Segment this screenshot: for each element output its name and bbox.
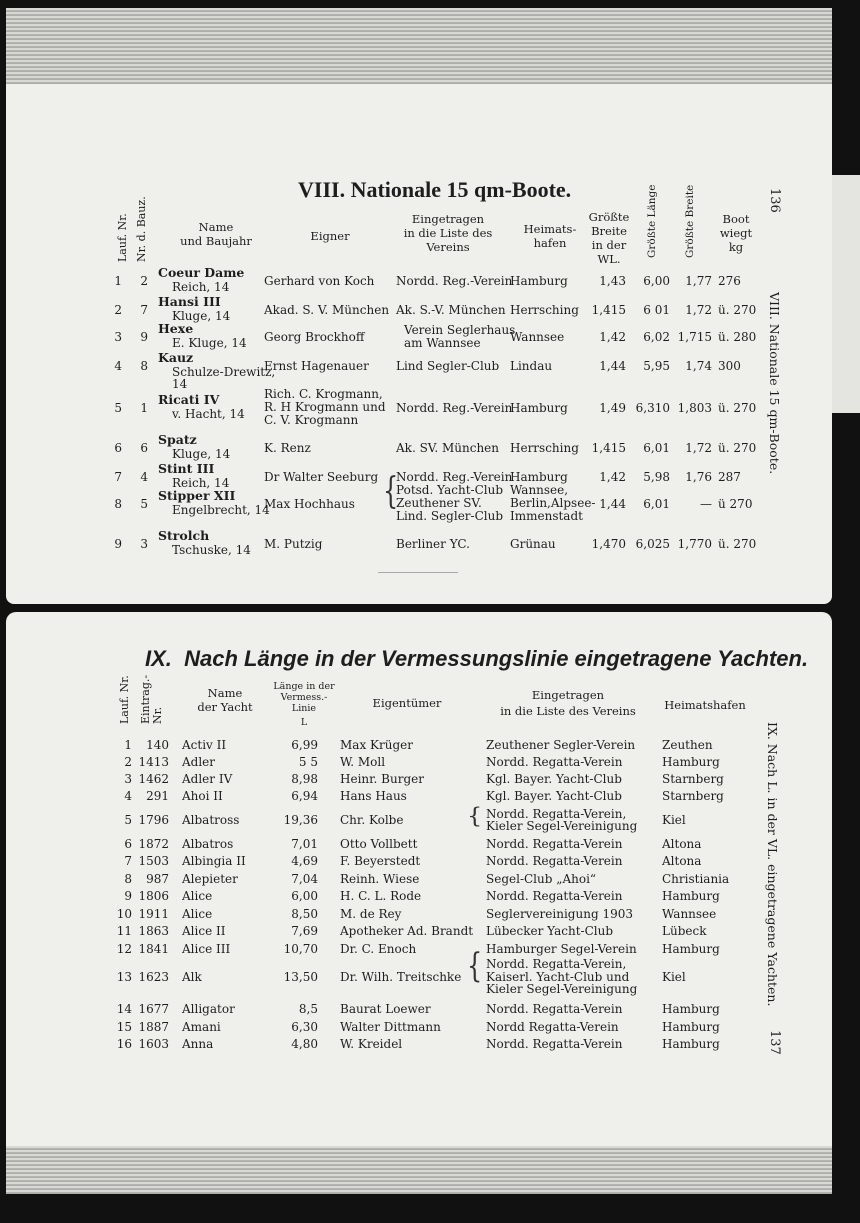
cell-laenge-l: 6,94 bbox=[291, 789, 318, 803]
cell-verein: Ak. S.-V. München bbox=[396, 303, 506, 317]
header-lauf-nr-ix: Lauf. Nr. bbox=[118, 675, 131, 724]
cell-lauf-nr: 10 bbox=[116, 907, 132, 921]
header-heimatshafen-ix: Heimatshafen bbox=[664, 698, 746, 712]
cell-breite: 1,715 bbox=[677, 330, 712, 344]
cell-yacht-name: Amani bbox=[182, 1020, 221, 1034]
cell-eigner: Ernst Hagenauer bbox=[264, 359, 369, 373]
yacht-builder: Tschuske, 14 bbox=[172, 543, 251, 557]
page-tab-marker bbox=[832, 175, 860, 413]
cell-heimatshafen: Wannsee bbox=[662, 907, 717, 921]
cell-heimatshafen: Hamburg bbox=[662, 755, 720, 769]
cell-laenge: 6,00 bbox=[643, 274, 670, 288]
section-title-ix: IX. Nach Länge in der Vermessungslinie eingetragene Yachten. bbox=[145, 646, 809, 671]
cell-breite-wl: 1,42 bbox=[599, 330, 626, 344]
cell-verein: Segel-Club „Ahoi“ bbox=[486, 872, 597, 886]
cell-laenge-l: 13,50 bbox=[283, 970, 318, 984]
cell-lauf-nr: 6 bbox=[124, 837, 132, 851]
cell-nr-bauz: 9 bbox=[140, 330, 148, 344]
book-page-edges-top bbox=[6, 8, 832, 84]
cell-laenge-l: 6,99 bbox=[291, 738, 318, 752]
cell-laenge-l: 4,80 bbox=[291, 1037, 318, 1051]
yacht-builder: Reich, 14 bbox=[172, 476, 230, 490]
cell-nr-bauz: 8 bbox=[140, 359, 148, 373]
cell-laenge-l: 7,69 bbox=[291, 924, 318, 938]
yacht-builder: Schulze-Drewitz, bbox=[172, 365, 276, 379]
cell-heimatshafen: Grünau bbox=[510, 537, 556, 551]
cell-yacht-name: Adler IV bbox=[182, 772, 233, 786]
cell-eigner: Akad. S. V. München bbox=[264, 303, 390, 317]
cell-verein: Nordd. Regatta-Verein bbox=[486, 1037, 623, 1051]
cell-eintrag-nr: 291 bbox=[146, 789, 169, 803]
cell-heimatshafen: Starnberg bbox=[662, 772, 724, 786]
cell-laenge: 6,01 bbox=[643, 497, 670, 511]
cell-eigentuemer: Walter Dittmann bbox=[340, 1020, 441, 1034]
header-yacht-name: Name der Yacht bbox=[197, 686, 253, 715]
cell-verein: Lübecker Yacht-Club bbox=[486, 924, 614, 938]
cell-verein: Nordd. Reg.-Verein bbox=[396, 401, 513, 415]
cell-eigner: Max Hochhaus bbox=[264, 497, 355, 511]
yacht-builder: Kluge, 14 bbox=[172, 309, 231, 323]
cell-heimatshafen: Altona bbox=[662, 837, 702, 851]
cell-lauf-nr: 8 bbox=[124, 872, 132, 886]
cell-verein: Zeuthener Segler-Verein bbox=[486, 738, 636, 752]
header-eintrag-nr: Eintrag.- Nr. bbox=[139, 674, 165, 724]
yacht-builder: Engelbrecht, 14 bbox=[172, 503, 270, 517]
cell-heimatshafen: Lindau bbox=[510, 359, 553, 373]
cell-lauf-nr: 1 bbox=[124, 738, 132, 752]
cell-lauf-nr: 4 bbox=[114, 359, 122, 373]
cell-laenge-l: 5 5 bbox=[298, 755, 318, 769]
cell-laenge-l: 7,01 bbox=[291, 837, 318, 851]
cell-eigentuemer: Heinr. Burger bbox=[340, 772, 424, 786]
cell-verein: Kgl. Bayer. Yacht-Club bbox=[486, 772, 622, 786]
cell-eigentuemer: Dr. Wilh. Treitschke bbox=[340, 970, 462, 984]
cell-breite: 1,77 bbox=[685, 274, 712, 288]
header-eigentuemer: Eigentümer bbox=[372, 696, 442, 710]
book-page-edges-bottom bbox=[6, 1146, 832, 1194]
cell-breite-wl: 1,43 bbox=[599, 274, 626, 288]
cell-yacht-name: Alice III bbox=[182, 942, 231, 956]
cell-verein: Nordd. Regatta-Verein, bbox=[486, 806, 627, 821]
cell-gewicht: 276 bbox=[718, 274, 741, 288]
brace: { bbox=[383, 470, 399, 512]
yacht-name: Hansi III bbox=[158, 294, 221, 309]
cell-gewicht: 287 bbox=[718, 470, 741, 484]
cell-lauf-nr: 2 bbox=[114, 303, 122, 317]
cell-eigentuemer: Chr. Kolbe bbox=[340, 813, 404, 827]
cell-eintrag-nr: 1796 bbox=[138, 813, 169, 827]
cell-lauf-nr: 3 bbox=[124, 772, 132, 786]
header-breite-wl: Größte Breite in der WL. bbox=[588, 210, 630, 267]
cell-yacht-name: Ahoi II bbox=[182, 789, 223, 803]
cell-eigner: Dr Walter Seeburg bbox=[264, 470, 379, 484]
header-eigner: Eigner bbox=[310, 229, 350, 243]
cell-breite-wl: 1,44 bbox=[599, 497, 626, 511]
cell-verein: Nordd. Regatta-Verein bbox=[486, 854, 623, 868]
cell-heimatshafen: Wannsee bbox=[510, 330, 565, 344]
yacht-builder-year: 14 bbox=[172, 377, 188, 391]
cell-lauf-nr: 14 bbox=[116, 1002, 132, 1016]
cell-breite: — bbox=[700, 497, 712, 511]
cell-verein: Verein Seglerhaus bbox=[404, 323, 516, 337]
cell-laenge-l: 6,30 bbox=[291, 1020, 318, 1034]
cell-gewicht: ü. 270 bbox=[718, 303, 757, 317]
cell-nr-bauz: 2 bbox=[140, 274, 148, 288]
brace: { bbox=[467, 802, 483, 829]
cell-yacht-name: Alice bbox=[182, 907, 213, 921]
cell-lauf-nr: 7 bbox=[114, 470, 122, 484]
cell-lauf-nr: 3 bbox=[114, 330, 122, 344]
divider-rule bbox=[378, 572, 458, 573]
cell-laenge: 6,310 bbox=[635, 401, 670, 415]
cell-heimatshafen: Hamburg bbox=[510, 274, 568, 288]
cell-verein: Nordd. Regatta-Verein bbox=[486, 889, 623, 903]
cell-eigentuemer: F. Beyerstedt bbox=[340, 854, 421, 868]
cell-eintrag-nr: 1806 bbox=[138, 889, 169, 903]
cell-eintrag-nr: 1911 bbox=[138, 907, 169, 921]
cell-yacht-name: Alepieter bbox=[182, 872, 238, 886]
cell-lauf-nr: 7 bbox=[124, 854, 132, 868]
cell-lauf-nr: 16 bbox=[116, 1037, 132, 1051]
cell-eigner: Gerhard von Koch bbox=[264, 274, 375, 288]
cell-breite: 1,72 bbox=[685, 441, 712, 455]
cell-eintrag-nr: 140 bbox=[146, 738, 169, 752]
yacht-name: Coeur Dame bbox=[158, 265, 245, 280]
yacht-name: Ricati IV bbox=[158, 392, 220, 407]
cell-verein: Lind Segler-Club bbox=[396, 359, 500, 373]
cell-eigner: M. Putzig bbox=[264, 537, 323, 551]
cell-eintrag-nr: 1887 bbox=[138, 1020, 169, 1034]
cell-heimatshafen: Kiel bbox=[662, 970, 686, 984]
cell-breite: 1,74 bbox=[685, 359, 712, 373]
cell-verein: am Wannsee bbox=[404, 336, 481, 350]
cell-laenge: 6,02 bbox=[643, 330, 670, 344]
cell-eintrag-nr: 1863 bbox=[138, 924, 169, 938]
cell-gewicht: ü. 270 bbox=[718, 537, 757, 551]
page-number-137: 137 bbox=[767, 1030, 782, 1055]
cell-yacht-name: Albatros bbox=[182, 837, 234, 851]
cell-laenge-l: 8,5 bbox=[298, 1002, 318, 1016]
cell-laenge: 5,95 bbox=[643, 359, 670, 373]
cell-lauf-nr: 5 bbox=[124, 813, 132, 827]
cell-verein: Hamburger Segel-Verein bbox=[486, 942, 637, 956]
cell-verein: Nordd Regatta-Verein bbox=[486, 1020, 619, 1034]
cell-gewicht: 300 bbox=[718, 359, 741, 373]
cell-verein: Kgl. Bayer. Yacht-Club bbox=[486, 789, 622, 803]
cell-lauf-nr: 1 bbox=[114, 274, 122, 288]
cell-eigentuemer: H. C. L. Rode bbox=[340, 889, 422, 903]
cell-gewicht: ü. 270 bbox=[718, 441, 757, 455]
cell-verein: Lind. Segler-Club bbox=[396, 509, 504, 523]
cell-gewicht: ü. 280 bbox=[718, 330, 757, 344]
yacht-builder: Kluge, 14 bbox=[172, 447, 231, 461]
cell-breite: 1,72 bbox=[685, 303, 712, 317]
cell-yacht-name: Adler bbox=[182, 755, 216, 769]
yacht-builder: v. Hacht, 14 bbox=[172, 407, 245, 421]
cell-verein: Nordd. Reg.-Verein bbox=[396, 274, 513, 288]
cell-breite: 1,76 bbox=[685, 470, 712, 484]
cell-heimatshafen: Hamburg bbox=[510, 470, 568, 484]
cell-heimatshafen: Hamburg bbox=[662, 942, 720, 956]
brace: { bbox=[467, 946, 483, 986]
cell-eigentuemer: Max Krüger bbox=[340, 738, 413, 752]
cell-yacht-name: Albatross bbox=[182, 813, 240, 827]
cell-yacht-name: Alice II bbox=[182, 924, 226, 938]
cell-laenge-l: 8,50 bbox=[291, 907, 318, 921]
page-number-136: 136 bbox=[767, 188, 782, 213]
cell-lauf-nr: 13 bbox=[116, 970, 132, 984]
cell-laenge: 6,025 bbox=[635, 537, 670, 551]
yacht-name: Strolch bbox=[158, 528, 210, 543]
cell-breite-wl: 1,470 bbox=[591, 537, 626, 551]
cell-heimatshafen: Wannsee, bbox=[510, 483, 569, 497]
cell-nr-bauz: 7 bbox=[140, 303, 148, 317]
yacht-name: Hexe bbox=[158, 321, 194, 336]
cell-breite-wl: 1,415 bbox=[591, 303, 626, 317]
cell-eigentuemer: W. Moll bbox=[340, 755, 386, 769]
header-name: Name und Baujahr bbox=[180, 220, 252, 249]
cell-eigner: R. H Krogmann und bbox=[264, 400, 386, 414]
cell-eigner: K. Renz bbox=[264, 441, 311, 455]
cell-heimatshafen: Hamburg bbox=[662, 1037, 720, 1051]
cell-verein: Kaiserl. Yacht-Club und bbox=[486, 969, 630, 984]
cell-breite-wl: 1,415 bbox=[591, 441, 626, 455]
cell-lauf-nr: 9 bbox=[114, 537, 122, 551]
cell-laenge-l: 19,36 bbox=[283, 813, 318, 827]
cell-laenge-l: 10,70 bbox=[283, 942, 318, 956]
cell-verein: Nordd. Regatta-Verein bbox=[486, 755, 623, 769]
header-heimatshafen: Heimats- hafen bbox=[523, 222, 577, 251]
cell-verein: Kieler Segel-Vereinigung bbox=[486, 982, 638, 996]
cell-eigentuemer: Otto Vollbett bbox=[340, 837, 418, 851]
cell-laenge-l: 7,04 bbox=[291, 872, 318, 886]
cell-lauf-nr: 15 bbox=[116, 1020, 132, 1034]
cell-heimatshafen: Herrsching bbox=[510, 441, 579, 455]
cell-laenge: 5,98 bbox=[643, 470, 670, 484]
cell-eintrag-nr: 1603 bbox=[138, 1037, 169, 1051]
cell-yacht-name: Alice bbox=[182, 889, 213, 903]
cell-heimatshafen: Hamburg bbox=[662, 889, 720, 903]
cell-lauf-nr: 12 bbox=[116, 942, 132, 956]
cell-lauf-nr: 5 bbox=[114, 401, 122, 415]
cell-heimatshafen: Herrsching bbox=[510, 303, 579, 317]
cell-verein: Seglervereinigung 1903 bbox=[486, 907, 633, 921]
cell-lauf-nr: 2 bbox=[124, 755, 132, 769]
cell-lauf-nr: 11 bbox=[116, 924, 132, 938]
running-head-viii: VIII. Nationale 15 qm-Boote. bbox=[767, 292, 782, 475]
cell-verein: Nordd. Regatta-Verein bbox=[486, 837, 623, 851]
cell-yacht-name: Albingia II bbox=[182, 854, 246, 868]
cell-eintrag-nr: 1462 bbox=[138, 772, 169, 786]
cell-verein: Kieler Segel-Vereinigung bbox=[486, 819, 638, 833]
cell-breite: 1,770 bbox=[677, 537, 712, 551]
cell-yacht-name: Anna bbox=[182, 1037, 214, 1051]
header-lauf-nr: Lauf. Nr. bbox=[116, 213, 129, 262]
cell-eintrag-nr: 1872 bbox=[138, 837, 169, 851]
cell-heimatshafen: Lübeck bbox=[662, 924, 707, 938]
cell-breite-wl: 1,49 bbox=[599, 401, 626, 415]
cell-verein: Nordd. Regatta-Verein, bbox=[486, 957, 627, 971]
cell-eigentuemer: W. Kreidel bbox=[340, 1037, 403, 1051]
cell-heimatshafen: Hamburg bbox=[510, 401, 568, 415]
yacht-name: Kauz bbox=[158, 350, 194, 365]
cell-verein: Potsd. Yacht-Club bbox=[396, 483, 504, 497]
cell-heimatshafen: Starnberg bbox=[662, 789, 724, 803]
cell-lauf-nr: 8 bbox=[114, 497, 122, 511]
cell-eigner: Georg Brockhoff bbox=[264, 330, 365, 344]
cell-eintrag-nr: 1677 bbox=[138, 1002, 169, 1016]
cell-gewicht: ü 270 bbox=[718, 497, 753, 511]
cell-laenge-l: 6,00 bbox=[291, 889, 318, 903]
cell-eintrag-nr: 987 bbox=[146, 872, 169, 886]
cell-lauf-nr: 9 bbox=[124, 889, 132, 903]
header-groesste-breite: Größte Breite bbox=[684, 184, 696, 258]
cell-lauf-nr: 6 bbox=[114, 441, 122, 455]
cell-eintrag-nr: 1841 bbox=[138, 942, 169, 956]
cell-eigner: Rich. C. Krogmann, bbox=[264, 387, 383, 401]
section-title-viii: VIII. Nationale 15 qm-Boote. bbox=[298, 177, 572, 202]
cell-breite-wl: 1,42 bbox=[599, 470, 626, 484]
cell-nr-bauz: 1 bbox=[140, 401, 148, 415]
cell-heimatshafen: Berlin,Alpsee- bbox=[510, 496, 596, 510]
cell-eintrag-nr: 1623 bbox=[138, 970, 169, 984]
cell-heimatshafen: Hamburg bbox=[662, 1002, 720, 1016]
cell-heimatshafen: Kiel bbox=[662, 813, 686, 827]
cell-yacht-name: Alligator bbox=[182, 1002, 235, 1016]
cell-heimatshafen: Immenstadt bbox=[510, 509, 583, 523]
cell-nr-bauz: 5 bbox=[140, 497, 148, 511]
cell-heimatshafen: Christiania bbox=[662, 872, 730, 886]
cell-breite-wl: 1,44 bbox=[599, 359, 626, 373]
yacht-name: Stint III bbox=[158, 461, 215, 476]
cell-verein: Berliner YC. bbox=[396, 537, 470, 551]
cell-heimatshafen: Hamburg bbox=[662, 1020, 720, 1034]
cell-eigentuemer: Reinh. Wiese bbox=[340, 872, 420, 886]
cell-eigner: C. V. Krogmann bbox=[264, 413, 359, 427]
cell-laenge: 6 01 bbox=[643, 303, 670, 317]
cell-laenge-l: 4,69 bbox=[291, 854, 318, 868]
cell-yacht-name: Activ II bbox=[182, 738, 227, 752]
cell-verein: Ak. SV. München bbox=[396, 441, 500, 455]
cell-eigentuemer: Baurat Loewer bbox=[340, 1002, 431, 1016]
cell-gewicht: ü. 270 bbox=[718, 401, 757, 415]
cell-heimatshafen: Altona bbox=[662, 854, 702, 868]
header-laenge-vermessungslinie: Länge in der Vermess.- Linie L bbox=[273, 681, 335, 728]
cell-eintrag-nr: 1413 bbox=[138, 755, 169, 769]
yacht-name: Stipper XII bbox=[158, 488, 236, 503]
cell-eigentuemer: Hans Haus bbox=[340, 789, 407, 803]
yacht-builder: Reich, 14 bbox=[172, 280, 230, 294]
cell-eintrag-nr: 1503 bbox=[138, 854, 169, 868]
yacht-builder: E. Kluge, 14 bbox=[172, 336, 247, 350]
cell-breite: 1,803 bbox=[677, 401, 712, 415]
header-eingetragen-verein: Eingetragen in die Liste des Vereins bbox=[500, 688, 636, 719]
cell-nr-bauz: 4 bbox=[140, 470, 148, 484]
cell-eigentuemer: Dr. C. Enoch bbox=[340, 942, 417, 956]
cell-yacht-name: Alk bbox=[182, 970, 202, 984]
running-head-ix: IX. Nach L. in der VL. eingetragene Yachten. bbox=[765, 722, 780, 1007]
header-eingetragen: Eingetragen in die Liste des Vereins bbox=[403, 212, 493, 255]
cell-lauf-nr: 4 bbox=[124, 789, 132, 803]
cell-eigentuemer: Apotheker Ad. Brandt bbox=[340, 924, 474, 938]
cell-verein: Nordd. Regatta-Verein bbox=[486, 1002, 623, 1016]
header-boot-wiegt: Boot wiegt kg bbox=[719, 212, 753, 255]
cell-heimatshafen: Zeuthen bbox=[662, 738, 713, 752]
cell-laenge-l: 8,98 bbox=[291, 772, 318, 786]
yacht-name: Spatz bbox=[158, 432, 197, 447]
cell-eigentuemer: M. de Rey bbox=[340, 907, 402, 921]
cell-laenge: 6,01 bbox=[643, 441, 670, 455]
cell-verein: Nordd. Reg.-Verein bbox=[396, 470, 513, 484]
cell-verein: Zeuthener SV. bbox=[396, 496, 482, 510]
header-groesste-laenge: Größte Länge bbox=[646, 184, 658, 258]
cell-nr-bauz: 6 bbox=[140, 441, 148, 455]
cell-nr-bauz: 3 bbox=[140, 537, 148, 551]
header-nr-bauz: Nr. d. Bauz. bbox=[135, 196, 148, 262]
